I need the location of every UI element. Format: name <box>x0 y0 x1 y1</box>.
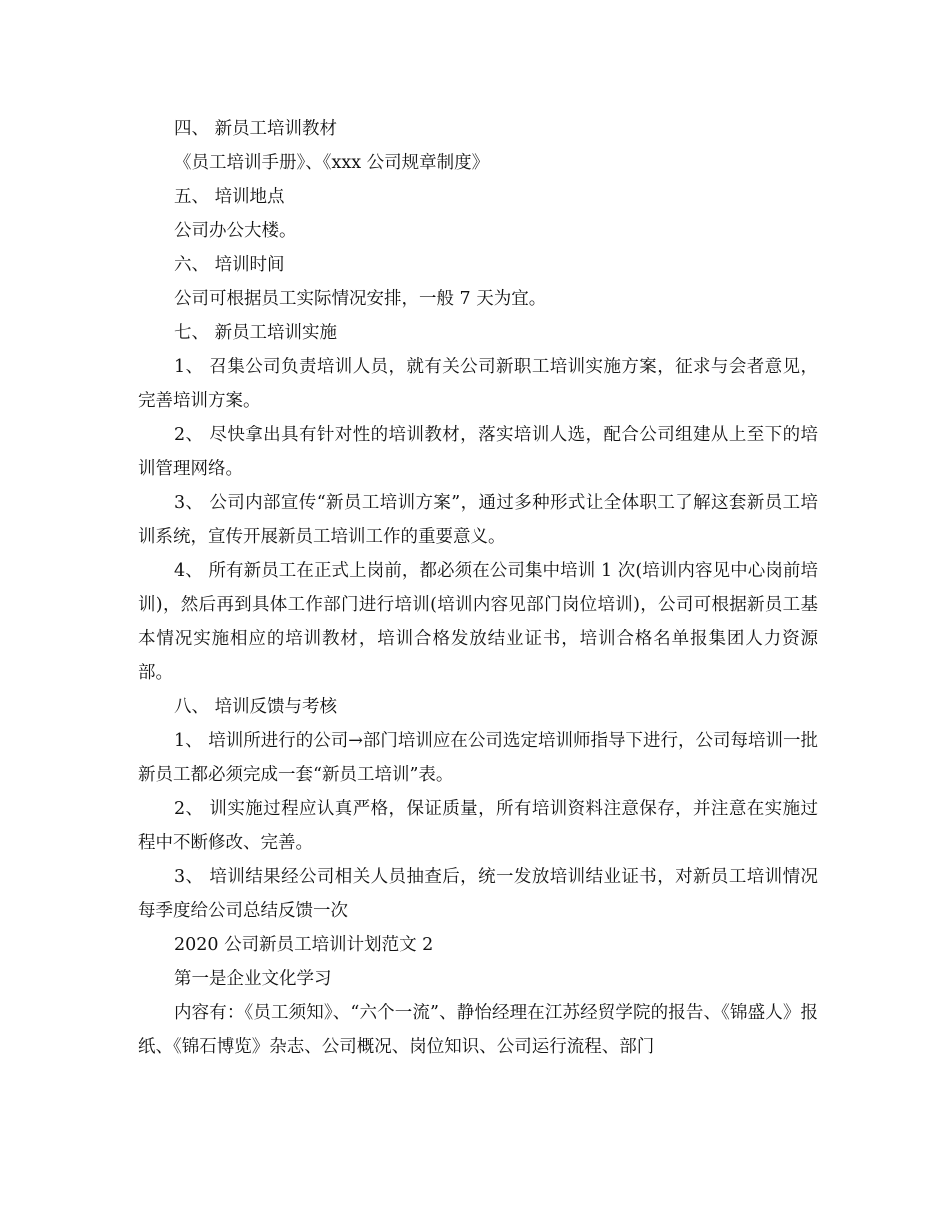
list-item-8-1: 1、 培训所进行的公司→部门培训应在公司选定培训师指导下进行，公司每培训一批新员工都必须完成一套“新员工培训”表。 <box>138 731 818 785</box>
section-heading-5: 五、 培训地点 <box>174 187 285 207</box>
section-heading-6: 六、 培训时间 <box>174 255 285 275</box>
section-heading-7: 七、 新员工培训实施 <box>174 323 338 343</box>
document-subtitle: 2020 公司新员工培训计划范文 2 <box>174 935 434 955</box>
paragraph-materials: 《员工培训手册》、《xxx 公司规章制度》 <box>174 153 490 173</box>
section-heading-4: 四、 新员工培训教材 <box>174 119 338 139</box>
section-heading-culture: 第一是企业文化学习 <box>174 969 332 989</box>
list-item-7-4: 4、 所有新员工在正式上岗前，都必须在公司集中培训 1 次(培训内容见中心岗前培训)，然后再到具体工作部门进行培训(培训内容见部门岗位培训)，公司可根据新员工基本情况实施相应的培训教材，培训合格发放结业证书，培训合格名单报集团人力资源部。 <box>138 561 818 683</box>
list-item-7-1: 1、 召集公司负责培训人员，就有关公司新职工培训实施方案，征求与会者意见，完善培训方案。 <box>138 357 818 411</box>
section-heading-8: 八、 培训反馈与考核 <box>174 697 338 717</box>
list-item-7-3: 3、 公司内部宣传“新员工培训方案”，通过多种形式让全体职工了解这套新员工培训系统，宣传开展新员工培训工作的重要意义。 <box>138 493 818 547</box>
list-item-8-2: 2、 训实施过程应认真严格，保证质量，所有培训资料注意保存，并注意在实施过程中不断修改、完善。 <box>138 799 818 853</box>
list-item-8-3: 3、 培训结果经公司相关人员抽查后，统一发放培训结业证书，对新员工培训情况每季度给公司总结反馈一次 <box>138 867 818 921</box>
paragraph-culture-content: 内容有：《员工须知》、“六个一流”、静怡经理在江苏经贸学院的报告、《锦盛人》报纸、《锦石博览》杂志、公司概况、岗位知识、公司运行流程、部门 <box>138 1003 818 1057</box>
paragraph-location: 公司办公大楼。 <box>174 221 297 241</box>
document-body <box>138 112 818 1064</box>
paragraph-time: 公司可根据员工实际情况安排，一般 7 天为宜。 <box>174 289 547 309</box>
list-item-7-2: 2、 尽快拿出具有针对性的培训教材，落实培训人选，配合公司组建从上至下的培训管理网络。 <box>138 425 818 479</box>
